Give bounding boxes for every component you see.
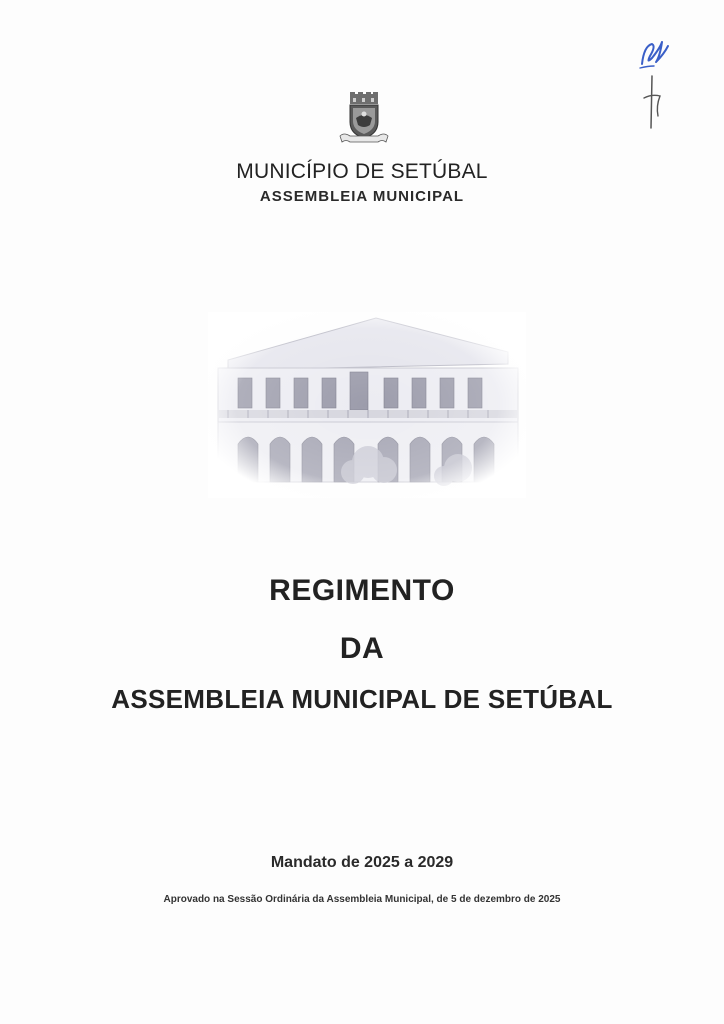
mandate-period: Mandato de 2025 a 2029 [270,854,454,871]
crest-motto [0,0,1,1]
document-title-line-1: REGIMENTO [269,574,455,607]
town-hall-building-icon [208,312,526,498]
assembly-name: ASSEMBLEIA MUNICIPAL [259,188,465,205]
document-title-line-2: DA [339,632,385,665]
approval-note: Aprovado na Sessão Ordinária da Assembleia Municipal, de 5 de dezembro de 2025 [163,894,561,905]
municipality-name: MUNICÍPIO DE SETÚBAL [236,160,488,183]
document-title-line-3: ASSEMBLEIA MUNICIPAL DE SETÚBAL [111,684,613,714]
municipal-coat-of-arms-icon [336,92,392,146]
handwritten-initials-signature [630,36,674,136]
